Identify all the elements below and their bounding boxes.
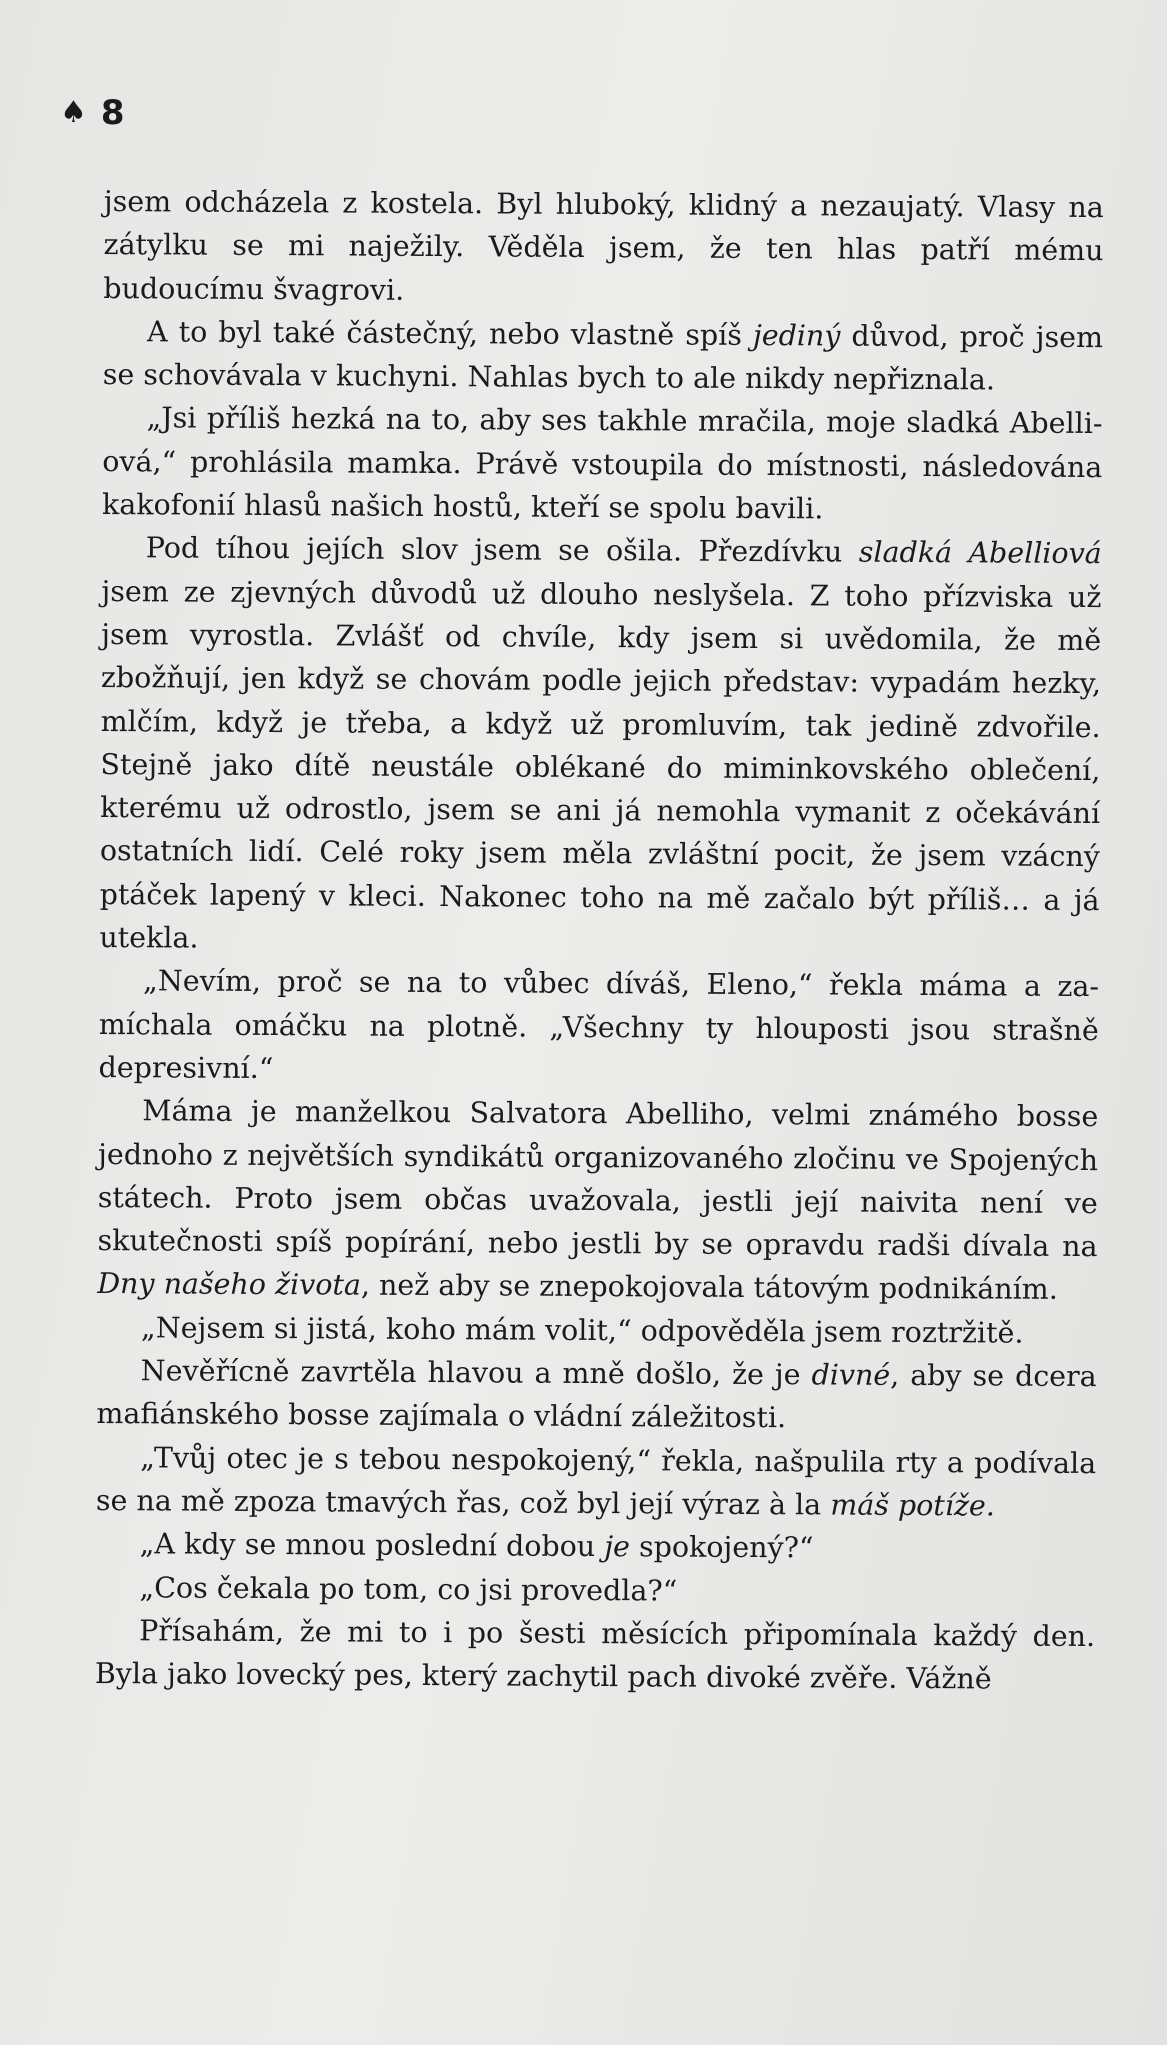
paragraph bbox=[96, 1436, 1097, 1529]
italic-text: jediný bbox=[752, 318, 841, 353]
text-run: důvod, proč jsem se schovávala v kuchyni. Nahlas bych to ale nikdy nepřiznala. bbox=[102, 319, 1104, 397]
text-run: „Nevím, proč se na to vůbec díváš, Eleno,“ řekla máma a zamíchala omáčku na plotně. „Všechny ty hlouposti jsou strašně depresivní.“ bbox=[98, 964, 1100, 1085]
text-run: , aby se dcera mafiánského bosse zajímala o vládní záležitosti. bbox=[96, 1358, 1097, 1435]
text-run: Přísahám, že mi to i po šesti měsících připomínala každý den. Byla jako lovecký pes, který zachytil pach divoké zvěře. Vážně bbox=[94, 1614, 1096, 1696]
paragraph bbox=[95, 1565, 1095, 1614]
text-run: , než aby se znepokojovala tátovým podnikáním. bbox=[360, 1269, 1058, 1307]
text-run: „Cos čekala po tom, co jsi provedla?“ bbox=[139, 1570, 678, 1608]
paragraph bbox=[97, 1306, 1097, 1355]
body-text bbox=[95, 180, 1104, 1701]
paragraph bbox=[98, 959, 1099, 1095]
italic-text: sladká Abelliová bbox=[858, 535, 1102, 571]
italic-text: máš potíže. bbox=[830, 1488, 995, 1523]
paragraph bbox=[96, 1349, 1097, 1442]
text-run: spokojený?“ bbox=[629, 1530, 814, 1565]
page-number: 8 bbox=[100, 93, 125, 133]
text-run: Nevěřícně zavrtěla hlavou a mně došlo, že je bbox=[140, 1354, 812, 1392]
text-run: „Jsi příliš hezká na to, aby ses takhle mračila, moje sladká Abelliová,“ prohlásila mamka. Právě vstoupila do místnosti, následována kakofonií hlasů našich hostů, kteří se spolu bavili. bbox=[101, 401, 1103, 526]
text-run: „A kdy se mnou poslední dobou bbox=[139, 1527, 605, 1564]
paragraph bbox=[103, 180, 1104, 316]
text-run: „Tvůj otec je s tebou nespokojený,“ řekla, našpulila rty a podívala se na mě zpoza tmavých řas, což byl její výraz à la bbox=[95, 1440, 1097, 1522]
paragraph bbox=[102, 396, 1103, 532]
text-run: jsem odcházela z kostela. Byl hluboký, klidný a nezaujatý. Vlasy na zátylku se mi naježily. Věděla jsem, že ten hlas patří mému budoucímu švagrovi. bbox=[103, 184, 1104, 307]
spade-icon: ♠ bbox=[60, 95, 87, 130]
text-run: „Nejsem si jistá, koho mám volit,“ odpověděla jsem roztržitě. bbox=[140, 1310, 1024, 1350]
paragraph bbox=[95, 1609, 1096, 1702]
italic-text: divné bbox=[811, 1358, 891, 1392]
italic-text: je bbox=[604, 1530, 631, 1564]
text-run: Pod tíhou jejích slov jsem se ošila. Přezdívku bbox=[145, 531, 859, 569]
page-header bbox=[60, 93, 125, 133]
text-run: Máma je manželkou Salvatora Abelliho, velmi známého bosse jednoho z největších syndikátů organizovaného zločinu ve Spojených státech. Proto jsem občas uvažovala, jestli její naivita není ve skutečnosti spíš popírání, nebo jestli by se opravdu radši dívala na bbox=[97, 1094, 1099, 1264]
paragraph bbox=[97, 1089, 1098, 1312]
paragraph bbox=[103, 310, 1104, 403]
paragraph bbox=[96, 1522, 1096, 1571]
text-run: jsem ze zjevných důvodů už dlouho neslyšela. Z toho přízviska už jsem vyrostla. Zvlášť od chvíle, kdy jsem si uvědomila, že mě zbožňují, jen když se chovám podle jejich představ: vypadám hezky, mlčím, když je třeba, a když už promluvím, tak jedině zdvořile. Stejně jako dítě neustále oblékané do miminkovského oblečení, kterému už odrostlo, jsem se ani já nemohla vymanit z očekávání ostatních lidí. Celé roky jsem měla zvláštní pocit, že jsem vzácný ptáček lapený v kleci. Nakonec toho na mě začalo být příliš… a já utekla. bbox=[99, 574, 1102, 955]
paragraph bbox=[99, 526, 1102, 965]
italic-text: Dny našeho života bbox=[97, 1267, 361, 1303]
text-run: A to byl také částečný, nebo vlastně spíš bbox=[146, 315, 754, 352]
